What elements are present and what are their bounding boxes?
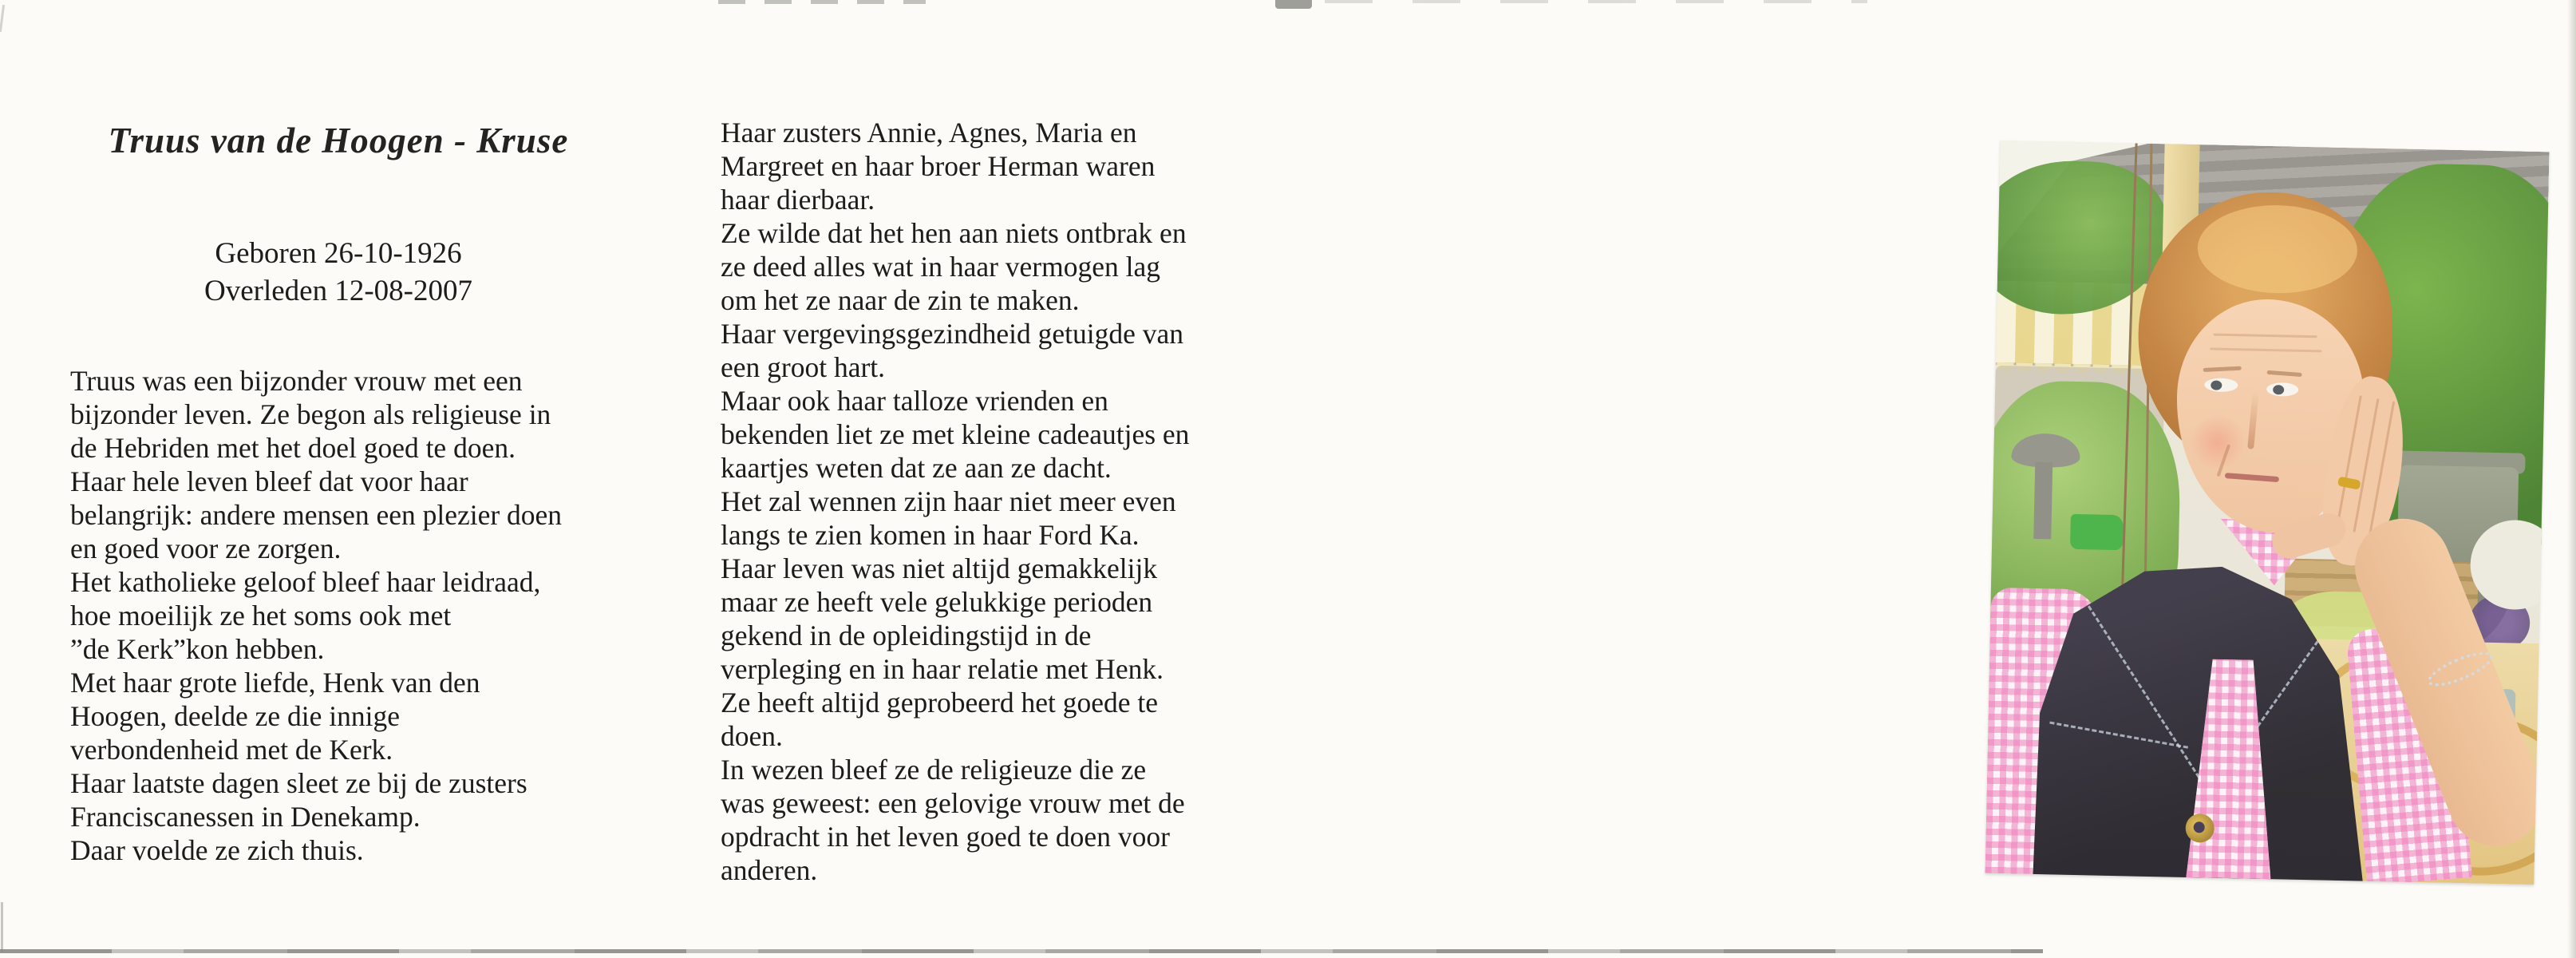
dates-block xyxy=(70,235,606,310)
right-column-line: bekenden liet ze met kleine cadeautjes en xyxy=(721,418,1190,450)
left-column-line: verbondenheid met de Kerk. xyxy=(70,734,393,766)
right-column-line: was geweest: een gelovige vrouw met de xyxy=(721,787,1185,819)
scan-top-edge-faint-line xyxy=(1325,0,1867,3)
portrait-photo xyxy=(1985,141,2549,885)
death-date-line: Overleden 12-08-2007 xyxy=(204,275,472,307)
right-column-line: maar ze heeft vele gelukkige perioden xyxy=(721,586,1153,618)
scan-bottom-edge-band xyxy=(0,952,2576,958)
scan-left-edge-mark xyxy=(1,902,3,952)
left-column-line: ”de Kerk”kon hebben. xyxy=(70,633,325,665)
right-column-line: In wezen bleef ze de religieuze die ze xyxy=(721,754,1147,786)
right-column-line: Haar zusters Annie, Agnes, Maria en xyxy=(721,117,1137,148)
birth-date-line: Geboren 26-10-1926 xyxy=(215,237,462,270)
left-column-line: Truus was een bijzonder vrouw met een xyxy=(70,365,523,397)
left-column-line: en goed voor ze zorgen. xyxy=(70,532,342,564)
scan-topleft-mark xyxy=(0,5,5,32)
left-column-line: hoe moeilijk ze het soms ook met xyxy=(70,600,452,631)
right-column-line: Ze heeft altijd geprobeerd het goede te xyxy=(721,687,1159,718)
right-column-line: haar dierbaar. xyxy=(721,184,875,216)
left-column-line: Hoogen, deelde ze die innige xyxy=(70,700,401,732)
left-column-line: Haar laatste dagen sleet ze bij de zusters xyxy=(70,767,527,799)
scan-top-edge-dashes xyxy=(718,0,926,4)
left-column-line: Daar voelde ze zich thuis. xyxy=(70,834,364,866)
scan-right-edge-shadow xyxy=(2567,0,2576,958)
right-column-line: doen. xyxy=(721,720,783,752)
left-column-line: bijzonder leven. Ze begon als religieuse in xyxy=(70,398,551,430)
right-column-line: opdracht in het leven goed te doen voor xyxy=(721,821,1170,853)
right-column-line: gekend in de opleidingstijd in de xyxy=(721,620,1092,651)
right-column-line: Haar leven was niet altijd gemakkelijk xyxy=(721,552,1158,584)
right-text-column xyxy=(721,116,1271,887)
right-column-line: anderen. xyxy=(721,854,818,886)
photo-warm-overlay xyxy=(1985,141,2549,885)
deceased-name: Truus van de Hoogen - Kruse xyxy=(108,121,569,160)
left-column-line: Het katholieke geloof bleef haar leidraad, xyxy=(70,566,541,598)
right-column-line: langs te zien komen in haar Ford Ka. xyxy=(721,519,1140,551)
right-column-line: kaartjes weten dat ze aan ze dacht. xyxy=(721,452,1112,484)
right-column-line: verpleging en in haar relatie met Henk. xyxy=(721,653,1164,685)
left-column-line: Franciscanessen in Denekamp. xyxy=(70,801,421,833)
right-column-line: Het zal wennen zijn haar niet meer even xyxy=(721,485,1176,517)
left-column-line: de Hebriden met het doel goed te doen. xyxy=(70,432,516,464)
right-column-line: ze deed alles wat in haar vermogen lag xyxy=(721,251,1160,283)
right-column-line: Margreet en haar broer Herman waren xyxy=(721,150,1156,182)
right-column-line: Maar ook haar talloze vrienden en xyxy=(721,385,1108,417)
left-column-line: belangrijk: andere mensen een plezier doen xyxy=(70,499,563,531)
title-block xyxy=(70,120,606,161)
right-column-line: om het ze naar de zin te maken. xyxy=(721,284,1080,316)
right-column-line: een groot hart. xyxy=(721,351,886,383)
scan-top-edge-mark xyxy=(1275,0,1312,9)
left-column-line: Met haar grote liefde, Henk van den xyxy=(70,667,480,699)
left-column-line: Haar hele leven bleef dat voor haar xyxy=(70,465,468,497)
right-column-line: Ze wilde dat het hen aan niets ontbrak en xyxy=(721,217,1187,249)
right-column-line: Haar vergevingsgezindheid getuigde van xyxy=(721,318,1183,350)
left-text-column xyxy=(70,364,621,867)
